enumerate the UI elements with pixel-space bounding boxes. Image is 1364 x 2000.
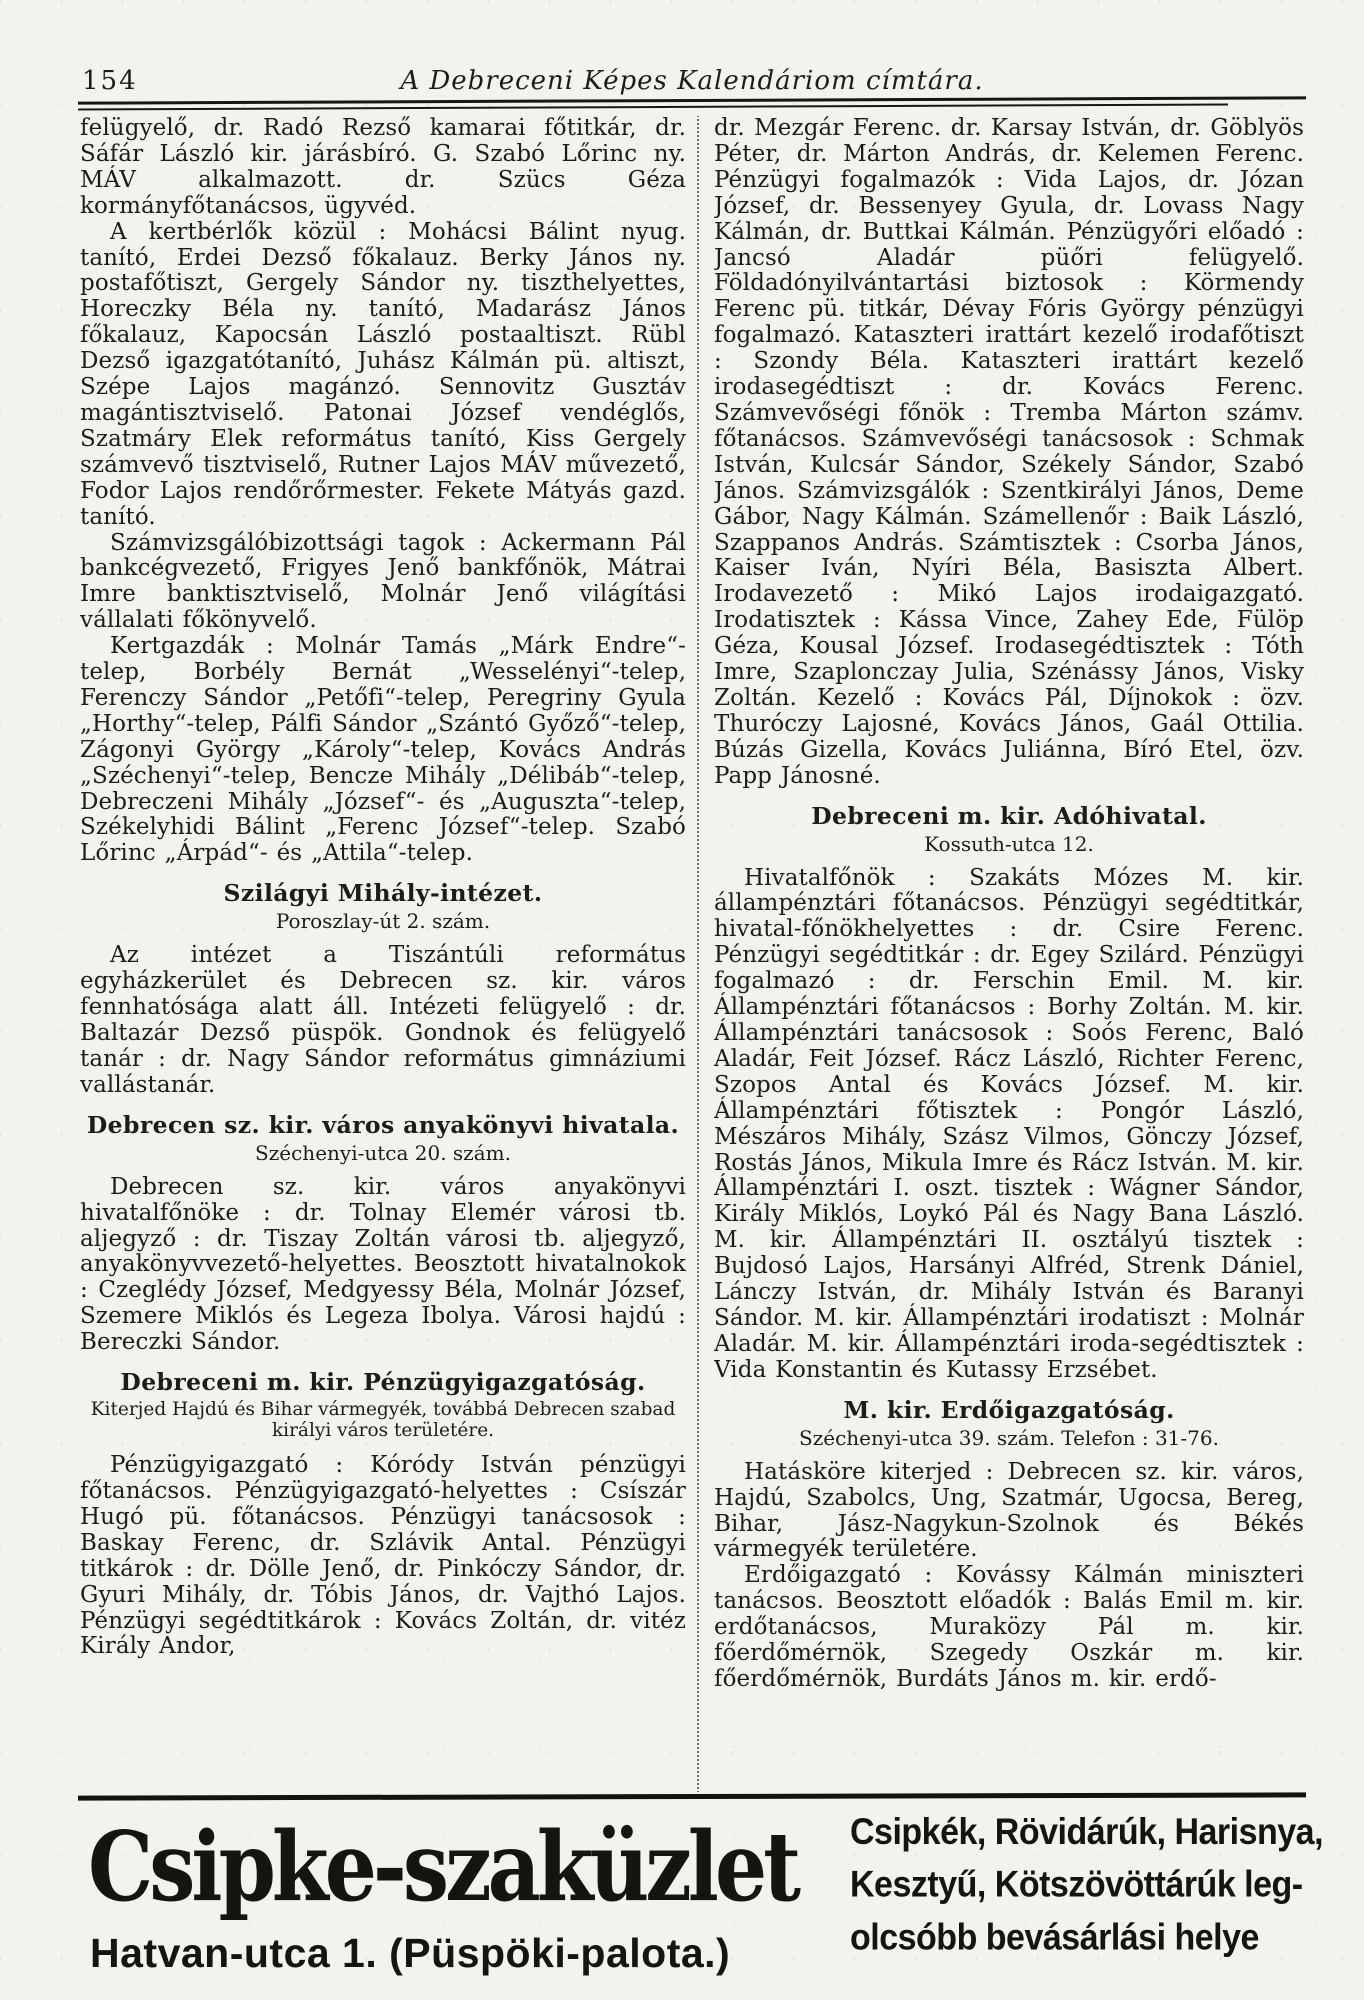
page-header: [80, 66, 1304, 96]
paragraph: Debrecen sz. kir. város anyakönyvi hivatalfőnöke : dr. Tolnay Elemér városi tb. aljegyző : dr. Tiszay Zoltán városi tb. aljegyző, anyakönyvvezető-helyettes. Beosztott hivatalnokok : Czeglédy József, Medgyessy Béla, Molnár József, Szemere Miklós és Legeza Ibolya. Városi hajdú : Bereczki Sándor.: [80, 1173, 686, 1356]
column-divider-line: [697, 116, 699, 1792]
ad-tagline-line: olcsóbb bevásárlási helye: [850, 1917, 1259, 1959]
paragraph: Kertgazdák : Molnár Tamás „Márk Endre“-telep, Borbély Bernát „Wesselényi“-telep, Ferenczy Sándor „Petőfi“-telep, Peregriny Gyula „Horthy“-telep, Pálfi Sándor „Szántó Győző“-telep, Zágonyi György „Károly“-telep, Kovács András „Széchenyi“-telep, Bencze Mihály „Délibáb“-telep, Debreczeni Mihály „József“- és „Auguszta“-telep, Székelyhidi Bálint „Ferenc József“-telep. Szabó Lőrinc „Árpád“- és „Attila“-telep.: [80, 633, 686, 867]
section-address: Kossuth-utca 12.: [924, 831, 1094, 856]
ad-shop-name: Csipke-szaküzlet: [88, 1812, 797, 1924]
text-columns: [80, 116, 1304, 1792]
paragraph: Pénzügyigazgató : Kóródy István pénzügyi főtanácsos. Pénzügyigazgató-helyettes : Csíszár Hugó pü. főtanácsos. Pénzügyi tanácsosok : Baskay Ferenc, dr. Szlávik Antal. Pénzügyi titkárok : dr. Dölle Jenő, dr. Pinkóczy Sándor, dr. Gyuri Mihály, dr. Tóbis János, dr. Vajthó Lajos. Pénzügyi segédtitkárok : Kovács Zoltán, dr. vitéz Király Andor,: [80, 1452, 686, 1660]
ad-shop-address: Hatvan-utca 1. (Püspöki-palota.): [90, 1930, 731, 1976]
paragraph: dr. Mezgár Ferenc. dr. Karsay István, dr. Göblyös Péter, dr. Márton András, dr. Kelemen Ferenc. Pénzügyi fogalmazók : Vida Lajos, dr. Józan József, dr. Bessenyey Gyula, dr. Lovass Nagy Kálmán, dr. Buttkai Kálmán. Pénzügyőri előadó : Jancsó Aladár püőri felügyelő. Földadónyilvántartási biztosok : Körmendy Ferenc pü. titkár, Dévay Fóris György pénzügyi fogalmazó. Kataszteri irattárt kezelő irodafőtiszt : Szondy Béla. Kataszteri irattárt kezelő irodasegédtiszt : dr. Kovács Ferenc. Számvevőségi főnök : Tremba Márton számv. főtanácsos. Számvevőségi tanácsosok : Schmak István, Kulcsár Sándor, Székely Sándor, Szabó János. Számvizsgálók : Szentkirályi János, Deme Gábor, Nagy Kálmán. Számellenőr : Baik László, Szappanos András. Számtisztek : Csorba János, Kaiser Iván, Nyíri Béla, Basiszta Albert. Irodavezető : Mikó Lajos irodaigazgató. Irodatisztek : Kássa Vince, Zahey Ede, Fülöp Géza, Kousal József. Irodasegédtisztek : Tóth Imre, Szaplonczay Julia, Szénássy János, Visky Zoltán. Kezelő : Kovács Pál, Díjnokok : özv. Thuróczy Lajosné, Kovács János, Gaál Ottilia. Búzás Gizella, Kovács Juliánna, Bíró Etel, özv. Papp Jánosné.: [714, 116, 1304, 789]
page-number: 154: [82, 66, 138, 96]
paragraph: Hatásköre kiterjed : Debrecen sz. kir. város, Hajdú, Szabolcs, Ung, Szatmár, Ugocsa, Bereg, Bihar, Jász-Nagykun-Szolnok és Békés vármegyék területére.: [714, 1458, 1304, 1563]
section-address: Széchenyi-utca 39. szám. Telefon : 31-76.: [799, 1425, 1219, 1450]
section-scope-note: Kiterjed Hajdú és Bihar vármegyék, továbbá Debrecen szabad királyi város területére.: [90, 1399, 676, 1442]
paragraph: Hivatalfőnök : Szakáts Mózes M. kir. állampénztári főtanácsos. Pénzügyi segédtitkár, hivatal-főnökhelyettes : dr. Csire Ferenc. Pénzügyi segédtitkár : dr. Egey Szilárd. Pénzügyi fogalmazó : dr. Ferschin Emil. M. kir. Állampénztári főtanácsos : Borhy Zoltán. M. kir. Állampénztári tanácsosok : Soós Ferenc, Baló Aladár, Feit József. Rácz László, Richter Ferenc, Szopos Antal és Kovács József. M. kir. Állampénztári főtisztek : Pongór László, Mészáros Mihály, Szász Vilmos, Gönczy József, Rostás János, Mikula Imre és Rácz István. M. kir. Állampénztári I. oszt. tisztek : Wágner Sándor, Király Miklós, Loykó Pál és Nagy Bana László. M. kir. Állampénztári II. osztályú tisztek : Bujdosó Lajos, Harsányi Alfréd, Strenk Dániel, Lánczy István, dr. Mihály István és Baranyi Sándor. M. kir. Állampénztári irodatiszt : Molnár Aladár. M. kir. Állampénztári iroda-segédtisztek : Vida Konstantin és Kutassy Erzsébet.: [714, 864, 1304, 1383]
paragraph: A kertbérlők közül : Mohácsi Bálint nyug. tanító, Erdei Dezső főkalauz. Berky János ny. postafőtiszt, Gergely Sándor ny. tiszthelyettes, Horeczky Béla ny. tanító, Madarász János főkalauz, Kapocsán László postaaltiszt. Rübl Dezső igazgatótanító, Juhász Kálmán pü. altiszt, Szépe Lajos magánzó. Sennovitz Gusztáv magántisztviselő. Patonai József vendéglős, Szatmáry Elek református tanító, Kiss Gergely számvevő tisztviselő, Rutner Lajos MÁV művezető, Fodor Lajos rendőrőrmester. Fekete Mátyás gazd. tanító.: [80, 218, 686, 530]
paragraph: Az intézet a Tiszántúli református egyházkerület és Debrecen sz. kir. város fennhatósága alatt áll. Intézeti felügyelő : dr. Baltazár Dezső püspök. Gondnok és felügyelő tanár : dr. Nagy Sándor református gimnáziumi vallástanár.: [80, 942, 686, 1098]
paragraph: felügyelő, dr. Radó Rezső kamarai főtitkár, dr. Sáfár László kir. járásbíró. G. Szabó Lőrinc ny. MÁV alkalmazott. dr. Szücs Géza kormányfőtanácsos, ügyvéd.: [80, 116, 686, 219]
left-column: [80, 116, 686, 1792]
ad-tagline-line: Csipkék, Rövidárúk, Harisnya,: [850, 1811, 1324, 1853]
section-heading-szilagyi-intezet: Szilágyi Mihály-intézet.: [223, 879, 543, 908]
paragraph: Erdőigazgató : Kovássy Kálmán miniszteri tanácsos. Beosztott előadók : Balás Emil m. kir. erdőtanácsos, Muraközy Pál m. kir. főerdőmérnök, Szegedy Oszkár m. kir. főerdőmérnök, Burdáts János m. kir. erdő-: [714, 1562, 1304, 1692]
ad-separator-rule: [78, 1792, 1306, 1800]
paragraph: Számvizsgálóbizottsági tagok : Ackermann Pál bankcégvezető, Frigyes Jenő bankfőnök, Mátrai Imre banktisztviselő, Molnár Jenő világítási vállalati főkönyvelő.: [80, 529, 686, 634]
section-address: Poroszlay-út 2. szám.: [275, 909, 491, 934]
section-heading-anyakonyvi-hivatal: Debrecen sz. kir. város anyakönyvi hivatala.: [86, 1110, 680, 1139]
section-heading-erdoigazgatosag: M. kir. Erdőigazgatóság.: [843, 1395, 1175, 1424]
header-rule-thin: [78, 103, 1228, 110]
section-address: Széchenyi-utca 20. szám.: [255, 1140, 511, 1165]
section-heading-adohivatal: Debreceni m. kir. Adóhivatal.: [811, 801, 1207, 830]
ad-tagline: [850, 1806, 1324, 1965]
right-column: [714, 116, 1304, 1792]
section-heading-penzugyigazgatosag: Debreceni m. kir. Pénzügyigazgatóság.: [120, 1368, 646, 1397]
ad-tagline-line: Kesztyű, Kötszövöttárúk leg-: [850, 1864, 1303, 1906]
page-title: A Debreceni Képes Kalendáriom címtára.: [400, 66, 984, 96]
